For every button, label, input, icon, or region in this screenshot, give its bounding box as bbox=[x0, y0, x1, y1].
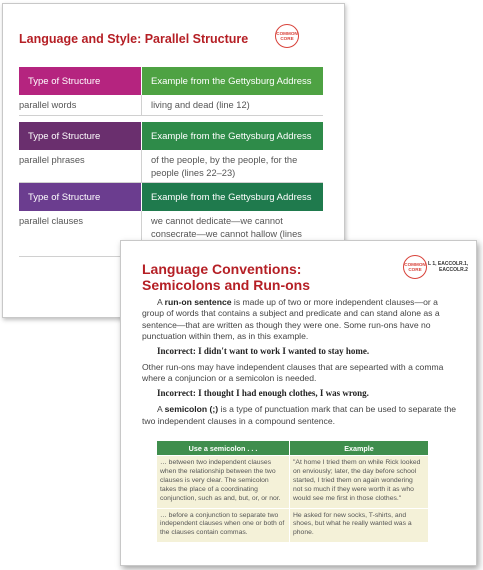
structure-example: of the people, by the people, for the people (lines 22–23) bbox=[141, 150, 323, 182]
usage-rule: … between two independent clauses when the relationship between the two clauses is very clear. The semicolon takes the place of a coordinating conjunction, such as and, but, or, or nor. bbox=[160, 459, 281, 502]
semicolon-definition: A semicolon (;) is a type of punctuation mark that can be used to separate the two independent clauses in a compound sentence. bbox=[142, 404, 457, 426]
structure-example: living and dead (line 12) bbox=[141, 95, 323, 115]
usage-example: He asked for new socks, T-shirts, and shoes, but what he really wanted was a phone. bbox=[289, 509, 428, 543]
parallel-words-table bbox=[19, 67, 323, 116]
usage-rule: … before a conjunction to separate two independent clauses when one or both of the clauses contain commas. bbox=[160, 511, 285, 537]
run-on-definition: A run-on sentence is made up of two or more independent clauses—or a group of words that contains a subject and predicate and can stand alone as a sentence—that are written as though they were one. Some run-ons have no punctuation within them, as in this example. bbox=[142, 297, 440, 342]
table-row bbox=[19, 150, 323, 183]
column-header-type: Type of Structure bbox=[19, 122, 141, 150]
usage-example: "At home I tried them on while Rick looked on enviously; later, the day before school started, I tried them on again wondering not so much if they were worth it as who would see me first in those clothes." bbox=[289, 456, 428, 508]
structure-type: parallel words bbox=[19, 100, 77, 110]
common-core-badge-icon: COMMON CORE bbox=[275, 24, 299, 48]
standards-codes: L 1, EACCOLR.1, EACCOLR.2 bbox=[428, 261, 469, 273]
column-header-use: Use a semicolon . . . bbox=[157, 441, 289, 455]
column-header-example: Example from the Gettysburg Address bbox=[141, 67, 323, 95]
common-core-badge-icon: COMMON CORE bbox=[403, 255, 427, 279]
table-row bbox=[157, 509, 428, 543]
run-on-comma-paragraph: Other run-ons may have independent clauses that are sepearted with a comma where a conjuncion or a semicolon is needed. bbox=[142, 362, 444, 384]
language-conventions-card bbox=[120, 240, 477, 566]
card-title: Language Conventions: Semicolons and Run-ons bbox=[142, 261, 311, 293]
column-header-example: Example bbox=[290, 441, 428, 455]
table-row bbox=[157, 456, 428, 508]
column-header-example: Example from the Gettysburg Address bbox=[141, 122, 323, 150]
column-header-type: Type of Structure bbox=[19, 67, 141, 95]
card-title: Language and Style: Parallel Structure bbox=[19, 32, 249, 46]
column-header-type: Type of Structure bbox=[19, 183, 141, 211]
structure-type: parallel phrases bbox=[19, 155, 85, 165]
column-header-example: Example from the Gettysburg Address bbox=[141, 183, 323, 211]
parallel-phrases-table bbox=[19, 122, 323, 183]
structure-example: we cannot dedicate—we cannot consecrate—we cannot hallow (lines bbox=[141, 211, 323, 256]
example-incorrect-1: Incorrect: I didn't want to work I wanted to stay home. bbox=[157, 345, 370, 356]
structure-type: parallel clauses bbox=[19, 216, 84, 226]
lesson-body bbox=[142, 297, 460, 430]
semicolon-usage-table bbox=[157, 441, 428, 542]
table-row bbox=[19, 95, 323, 116]
example-incorrect-2: Incorrect: I thought I had enough clothes, I was wrong. bbox=[157, 387, 369, 398]
